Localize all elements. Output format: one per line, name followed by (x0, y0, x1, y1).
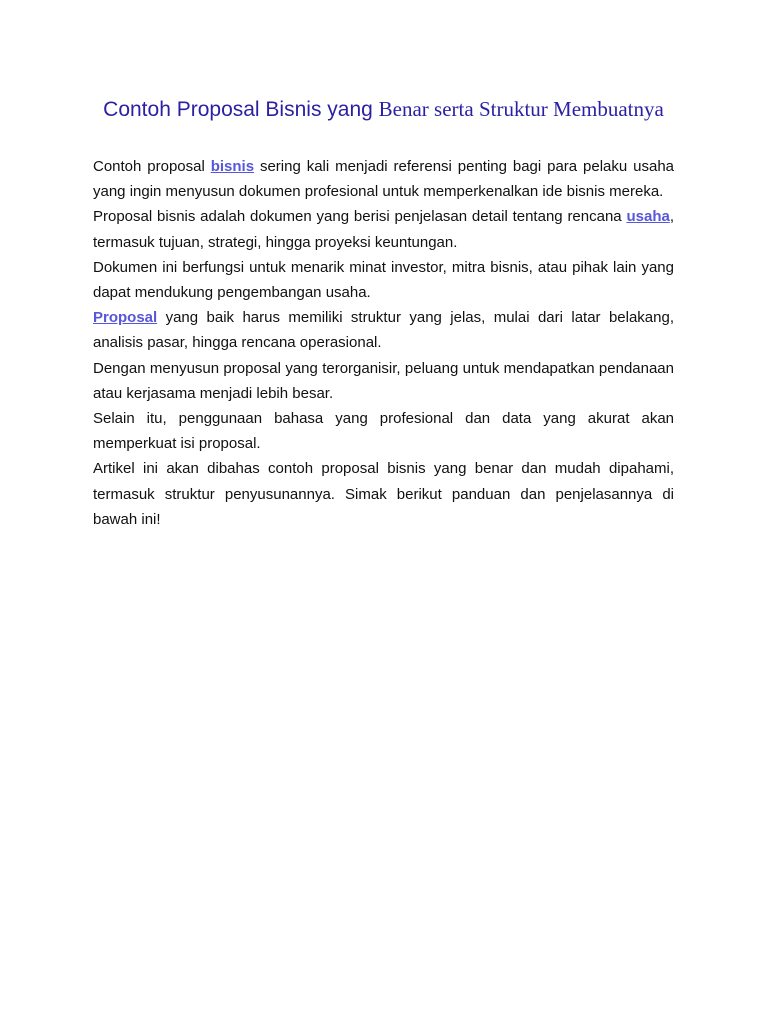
paragraph-7: Artikel ini akan dibahas contoh proposal bisnis yang benar dan mudah dipahami, termasuk struktur penyusunannya. Simak berikut panduan dan penjelasannya di bawah ini! (93, 460, 674, 528)
paragraph-2-text-end: , termasuk tujuan, strategi, hingga proyeksi keuntungan. (93, 208, 674, 251)
page-title-part-2: Benar serta Struktur Membuatnya (378, 97, 664, 121)
paragraph-1 (93, 154, 674, 204)
paragraph-1-text-start: Contoh proposal (93, 158, 211, 175)
paragraph-1-text-end: sering kali menjadi referensi penting bagi para pelaku usaha yang ingin menyusun dokumen profesional untuk memperkenalkan ide bisnis mereka. (93, 158, 675, 201)
paragraph-2 (93, 204, 674, 254)
article-body (93, 154, 674, 532)
document-page (93, 92, 674, 532)
paragraph-4 (93, 305, 674, 355)
paragraph-6: Selain itu, penggunaan bahasa yang profesional dan data yang akurat akan memperkuat isi proposal. (93, 410, 674, 453)
paragraph-5: Dengan menyusun proposal yang terorganisir, peluang untuk mendapatkan pendanaan atau kerjasama menjadi lebih besar. (93, 359, 674, 402)
link-usaha[interactable]: usaha (626, 208, 670, 226)
page-title-part-1: Contoh Proposal Bisnis yang (103, 98, 379, 121)
paragraph-3: Dokumen ini berfungsi untuk menarik minat investor, mitra bisnis, atau pihak lain yang dapat mendukung pengembangan usaha. (93, 258, 674, 302)
paragraph-2-text-start: Proposal bisnis adalah dokumen yang berisi penjelasan detail tentang rencana (93, 208, 627, 226)
page-title (93, 92, 674, 127)
link-proposal[interactable]: Proposal (93, 309, 158, 327)
link-bisnis[interactable]: bisnis (210, 158, 255, 175)
paragraph-4-text-end: yang baik harus memiliki struktur yang jelas, mulai dari latar belakang, analisis pasar, hingga rencana operasional. (93, 309, 674, 352)
